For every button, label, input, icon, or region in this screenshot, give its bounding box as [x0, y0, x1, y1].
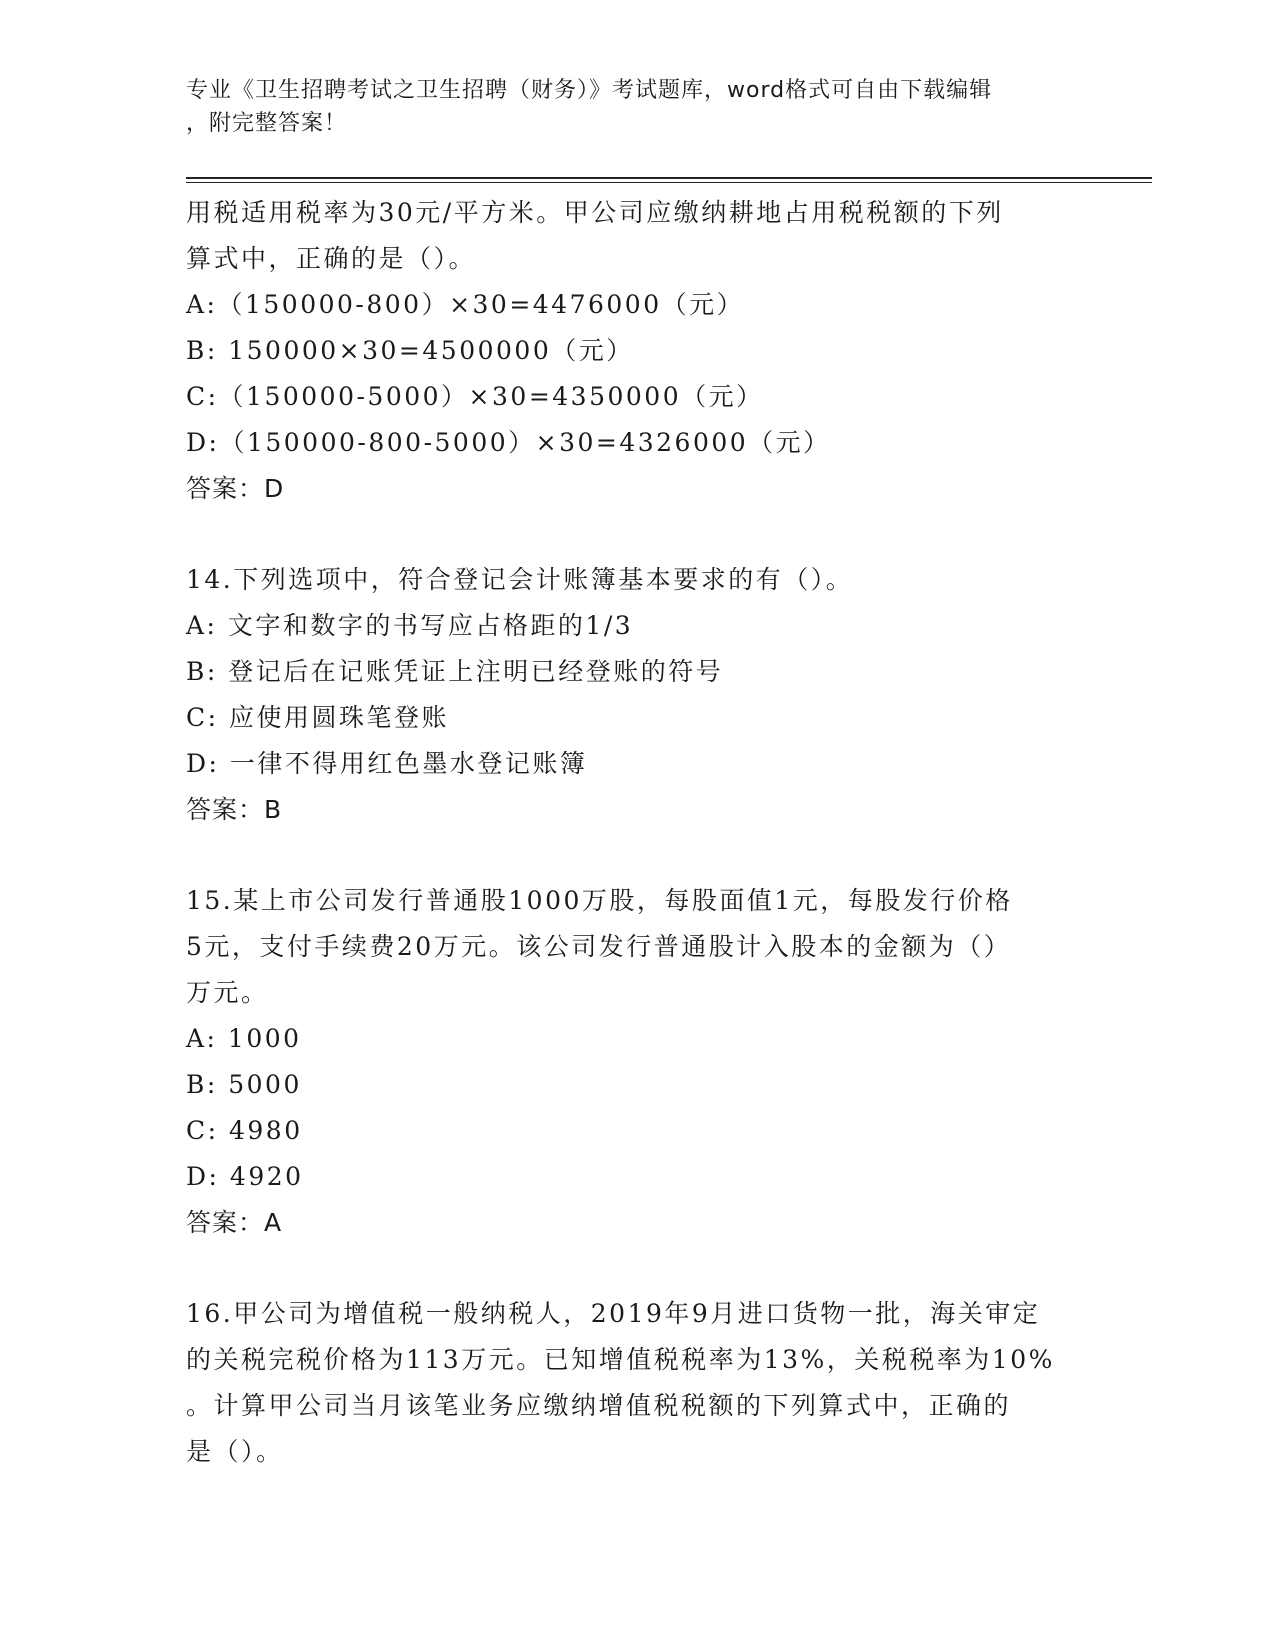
question-stem-line: 5元，支付手续费20万元。该公司发行普通股计入股本的金额为（）	[186, 932, 1012, 961]
option-a: A: 文字和数字的书写应占格距的1/3	[186, 611, 634, 640]
question-stem-line: 的关税完税价格为113万元。已知增值税税率为13%，关税税率为10%	[186, 1345, 1055, 1374]
header-line-1: 专业《卫生招聘考试之卫生招聘（财务）》考试题库，word格式可自由下载编辑	[186, 78, 993, 103]
question-15	[186, 878, 1086, 1246]
header-rule-thick	[186, 177, 1152, 179]
answer-label: 答案：B	[186, 795, 283, 824]
option-d: D: 一律不得用红色墨水登记账簿	[186, 749, 588, 778]
option-c: C: 4980	[186, 1116, 303, 1145]
option-b: B: 5000	[186, 1070, 302, 1099]
option-c: C:（150000-5000）×30=4350000（元）	[186, 382, 764, 411]
question-stem-line: 算式中，正确的是（）。	[186, 244, 477, 273]
question-stem-line: 15.某上市公司发行普通股1000万股，每股面值1元，每股发行价格	[186, 886, 1013, 915]
option-c: C: 应使用圆珠笔登账	[186, 703, 449, 732]
option-b: B: 150000×30=4500000（元）	[186, 336, 634, 365]
header-line-2: ，附完整答案！	[186, 111, 348, 136]
question-stem-line: 万元。	[186, 978, 269, 1007]
question-14	[186, 557, 1086, 833]
question-stem-line: 用税适用税率为30元/平方米。甲公司应缴纳耕地占用税税额的下列	[186, 198, 1004, 227]
header-rule-thin	[186, 182, 1152, 183]
question-stem-line: 。计算甲公司当月该笔业务应缴纳增值税税额的下列算式中，正确的	[186, 1391, 1012, 1420]
spacer	[186, 1246, 1086, 1291]
option-d: D:（150000-800-5000）×30=4326000（元）	[186, 428, 831, 457]
answer-label: 答案：A	[186, 1208, 283, 1237]
question-stem-line: 16.甲公司为增值税一般纳税人，2019年9月进口货物一批，海关审定	[186, 1299, 1041, 1328]
document-header	[186, 74, 1066, 140]
spacer	[186, 833, 1086, 878]
spacer	[186, 512, 1086, 557]
question-13	[186, 190, 1086, 512]
question-16	[186, 1291, 1086, 1475]
option-d: D: 4920	[186, 1162, 304, 1191]
option-b: B: 登记后在记账凭证上注明已经登账的符号	[186, 657, 724, 686]
question-stem-line: 是（）。	[186, 1437, 284, 1466]
question-content	[186, 190, 1086, 1475]
option-a: A: 1000	[186, 1024, 302, 1053]
answer-label: 答案：D	[186, 474, 285, 503]
option-a: A:（150000-800）×30=4476000（元）	[186, 290, 745, 319]
question-stem-line: 14.下列选项中，符合登记会计账簿基本要求的有（）。	[186, 565, 854, 594]
